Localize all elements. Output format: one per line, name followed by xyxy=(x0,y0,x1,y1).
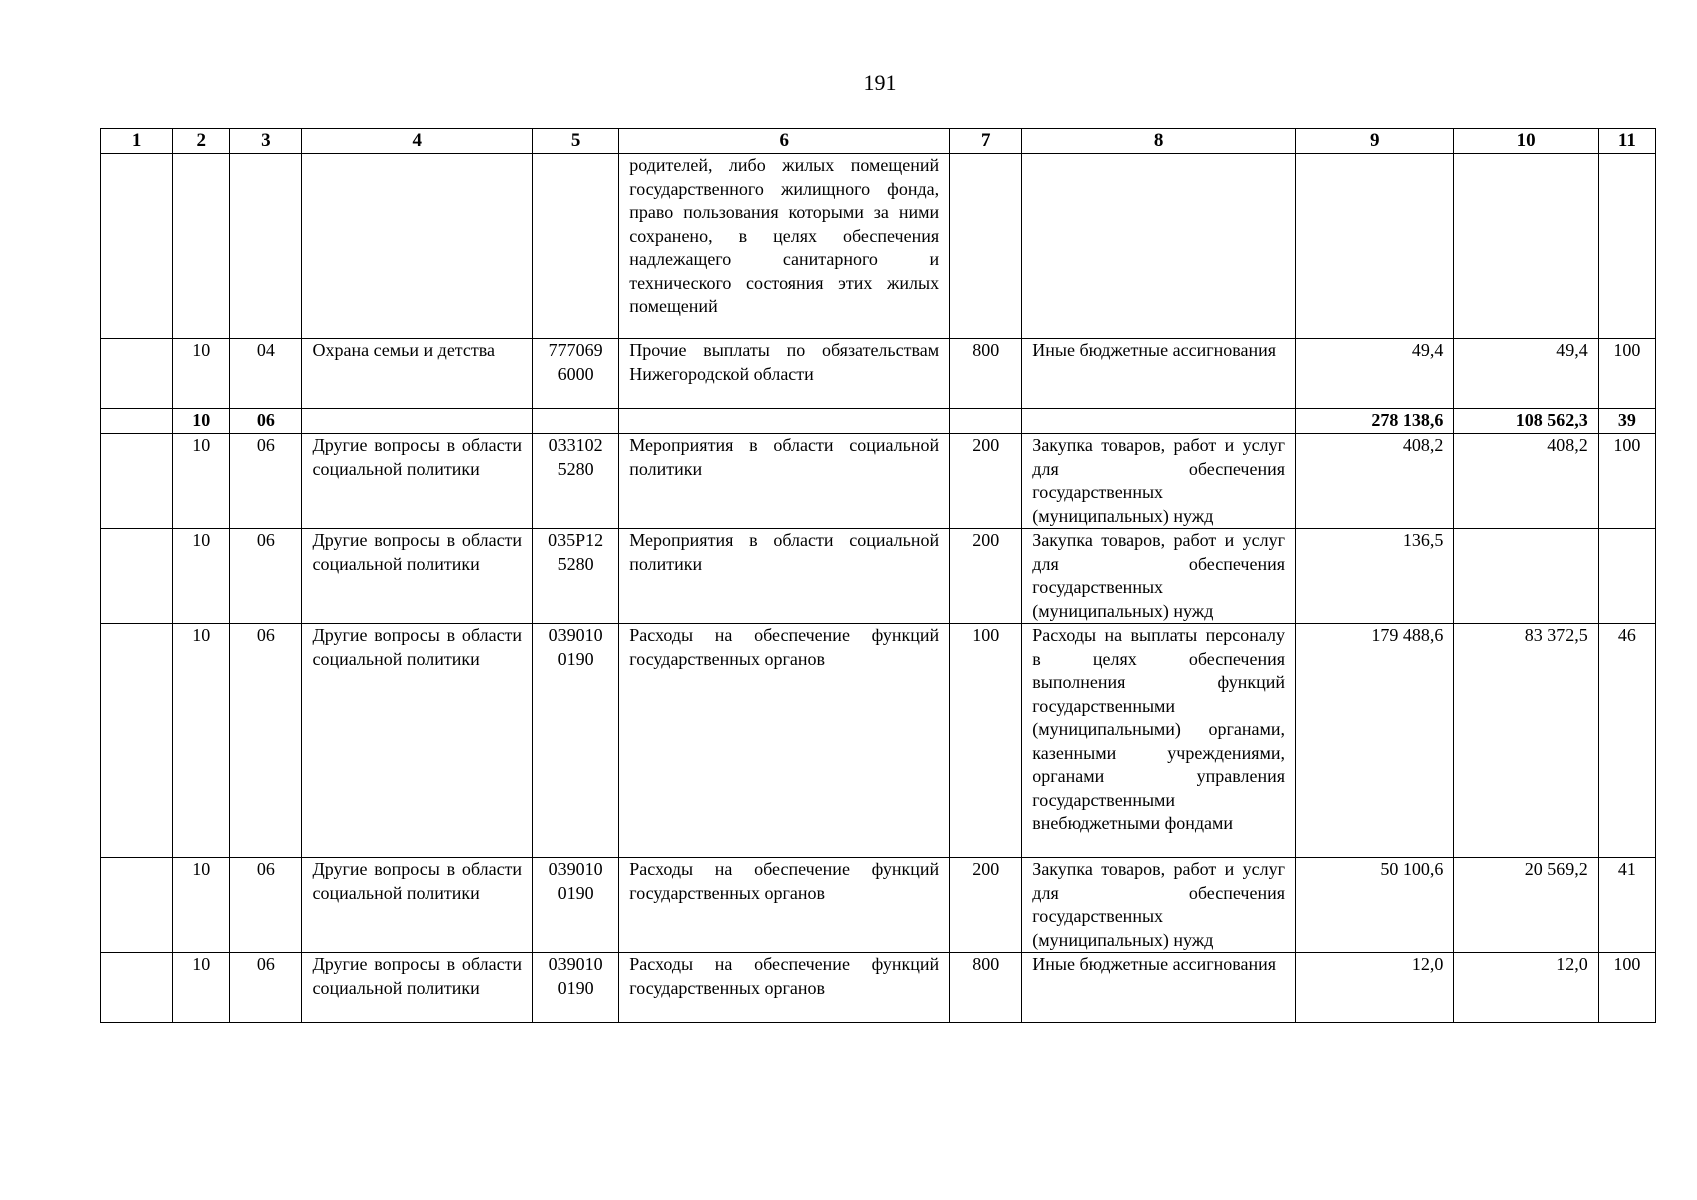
cell-section xyxy=(101,154,173,339)
cell-expense-name: Закупка товаров, работ и услуг для обеспечения государственных (муниципальных) нужд xyxy=(1022,434,1296,529)
cell-subchapter-name: Другие вопросы в области социальной политики xyxy=(302,434,533,529)
cell-planned: 278 138,6 xyxy=(1296,409,1454,434)
cell-expense-type: 800 xyxy=(950,339,1022,409)
cell-planned: 12,0 xyxy=(1296,953,1454,1023)
cell-subchapter-name: Другие вопросы в области социальной политики xyxy=(302,624,533,858)
table-row xyxy=(101,953,1656,1023)
column-header: 4 xyxy=(302,129,533,154)
cell-percent: 46 xyxy=(1598,624,1655,858)
column-header: 10 xyxy=(1454,129,1598,154)
cell-chapter: 10 xyxy=(173,434,230,529)
cell-section xyxy=(101,434,173,529)
cell-actual: 108 562,3 xyxy=(1454,409,1598,434)
cell-percent xyxy=(1598,154,1655,339)
table-row xyxy=(101,624,1656,858)
cell-expense-name: Закупка товаров, работ и услуг для обеспечения государственных (муниципальных) нужд xyxy=(1022,529,1296,624)
cell-chapter: 10 xyxy=(173,529,230,624)
cell-target-name: Расходы на обеспечение функций государственных органов xyxy=(619,953,950,1023)
cell-subchapter: 06 xyxy=(230,409,302,434)
cell-expense-type: 200 xyxy=(950,858,1022,953)
cell-actual: 20 569,2 xyxy=(1454,858,1598,953)
column-header: 3 xyxy=(230,129,302,154)
cell-expense-name: Иные бюджетные ассигнования xyxy=(1022,339,1296,409)
cell-percent: 39 xyxy=(1598,409,1655,434)
cell-section xyxy=(101,529,173,624)
cell-actual: 49,4 xyxy=(1454,339,1598,409)
cell-expense-type xyxy=(950,409,1022,434)
cell-expense-type: 200 xyxy=(950,529,1022,624)
cell-actual: 12,0 xyxy=(1454,953,1598,1023)
cell-percent: 100 xyxy=(1598,339,1655,409)
cell-subchapter-name xyxy=(302,154,533,339)
cell-subchapter: 06 xyxy=(230,858,302,953)
table-row xyxy=(101,434,1656,529)
cell-subchapter-name: Другие вопросы в области социальной политики xyxy=(302,858,533,953)
cell-expense-name xyxy=(1022,154,1296,339)
cell-actual: 83 372,5 xyxy=(1454,624,1598,858)
column-header: 1 xyxy=(101,129,173,154)
cell-chapter: 10 xyxy=(173,858,230,953)
cell-target-code: 033102 5280 xyxy=(533,434,619,529)
cell-subchapter: 06 xyxy=(230,529,302,624)
cell-section xyxy=(101,624,173,858)
column-header: 2 xyxy=(173,129,230,154)
cell-target-name: Расходы на обеспечение функций государственных органов xyxy=(619,624,950,858)
cell-target-code xyxy=(533,154,619,339)
cell-target-code xyxy=(533,409,619,434)
cell-subchapter-name: Другие вопросы в области социальной политики xyxy=(302,953,533,1023)
cell-subchapter-name: Охрана семьи и детства xyxy=(302,339,533,409)
cell-expense-type: 100 xyxy=(950,624,1022,858)
subtotal-row xyxy=(101,409,1656,434)
budget-table xyxy=(100,128,1656,1023)
cell-percent: 41 xyxy=(1598,858,1655,953)
cell-expense-type: 800 xyxy=(950,953,1022,1023)
cell-target-code: 777069 6000 xyxy=(533,339,619,409)
column-header: 5 xyxy=(533,129,619,154)
cell-subchapter: 06 xyxy=(230,434,302,529)
cell-target-name xyxy=(619,409,950,434)
table-row xyxy=(101,858,1656,953)
cell-percent xyxy=(1598,529,1655,624)
cell-target-name: Прочие выплаты по обязательствам Нижегородской области xyxy=(619,339,950,409)
table-row xyxy=(101,529,1656,624)
cell-planned: 179 488,6 xyxy=(1296,624,1454,858)
cell-chapter xyxy=(173,154,230,339)
cell-target-code: 039010 0190 xyxy=(533,624,619,858)
cell-subchapter: 06 xyxy=(230,624,302,858)
cell-target-name: Мероприятия в области социальной политики xyxy=(619,529,950,624)
cell-planned xyxy=(1296,154,1454,339)
cell-target-code: 035Р12 5280 xyxy=(533,529,619,624)
cell-planned: 50 100,6 xyxy=(1296,858,1454,953)
cell-expense-type xyxy=(950,154,1022,339)
table-row xyxy=(101,339,1656,409)
cell-planned: 408,2 xyxy=(1296,434,1454,529)
cell-target-code: 039010 0190 xyxy=(533,953,619,1023)
cell-expense-name: Иные бюджетные ассигнования xyxy=(1022,953,1296,1023)
cell-chapter: 10 xyxy=(173,953,230,1023)
cell-planned: 49,4 xyxy=(1296,339,1454,409)
table-row xyxy=(101,154,1656,339)
cell-section xyxy=(101,858,173,953)
cell-percent: 100 xyxy=(1598,434,1655,529)
cell-subchapter: 06 xyxy=(230,953,302,1023)
cell-expense-type: 200 xyxy=(950,434,1022,529)
cell-planned: 136,5 xyxy=(1296,529,1454,624)
cell-subchapter: 04 xyxy=(230,339,302,409)
cell-target-name: родителей, либо жилых помещений государственного жилищного фонда, право пользования которыми за ними сохранено, в целях обеспечения надлежащего санитарного и технического состояния этих жилых помещений xyxy=(619,154,950,339)
cell-target-name: Мероприятия в области социальной политики xyxy=(619,434,950,529)
cell-target-name: Расходы на обеспечение функций государственных органов xyxy=(619,858,950,953)
cell-expense-name xyxy=(1022,409,1296,434)
cell-expense-name: Расходы на выплаты персоналу в целях обеспечения выполнения функций государственными (муниципальными) органами, казенными учреждениями, органами управления государственными внебюджетными фондами xyxy=(1022,624,1296,858)
column-header: 8 xyxy=(1022,129,1296,154)
cell-percent: 100 xyxy=(1598,953,1655,1023)
page-number: 191 xyxy=(863,70,897,95)
cell-actual xyxy=(1454,154,1598,339)
cell-chapter: 10 xyxy=(173,339,230,409)
header-row xyxy=(101,129,1656,154)
cell-actual: 408,2 xyxy=(1454,434,1598,529)
column-header: 9 xyxy=(1296,129,1454,154)
cell-section xyxy=(101,339,173,409)
cell-section xyxy=(101,409,173,434)
cell-actual xyxy=(1454,529,1598,624)
column-header: 6 xyxy=(619,129,950,154)
cell-chapter: 10 xyxy=(173,409,230,434)
cell-chapter: 10 xyxy=(173,624,230,858)
cell-subchapter xyxy=(230,154,302,339)
cell-subchapter-name: Другие вопросы в области социальной политики xyxy=(302,529,533,624)
cell-expense-name: Закупка товаров, работ и услуг для обеспечения государственных (муниципальных) нужд xyxy=(1022,858,1296,953)
column-header: 11 xyxy=(1598,129,1655,154)
cell-subchapter-name xyxy=(302,409,533,434)
column-header: 7 xyxy=(950,129,1022,154)
cell-section xyxy=(101,953,173,1023)
cell-target-code: 039010 0190 xyxy=(533,858,619,953)
